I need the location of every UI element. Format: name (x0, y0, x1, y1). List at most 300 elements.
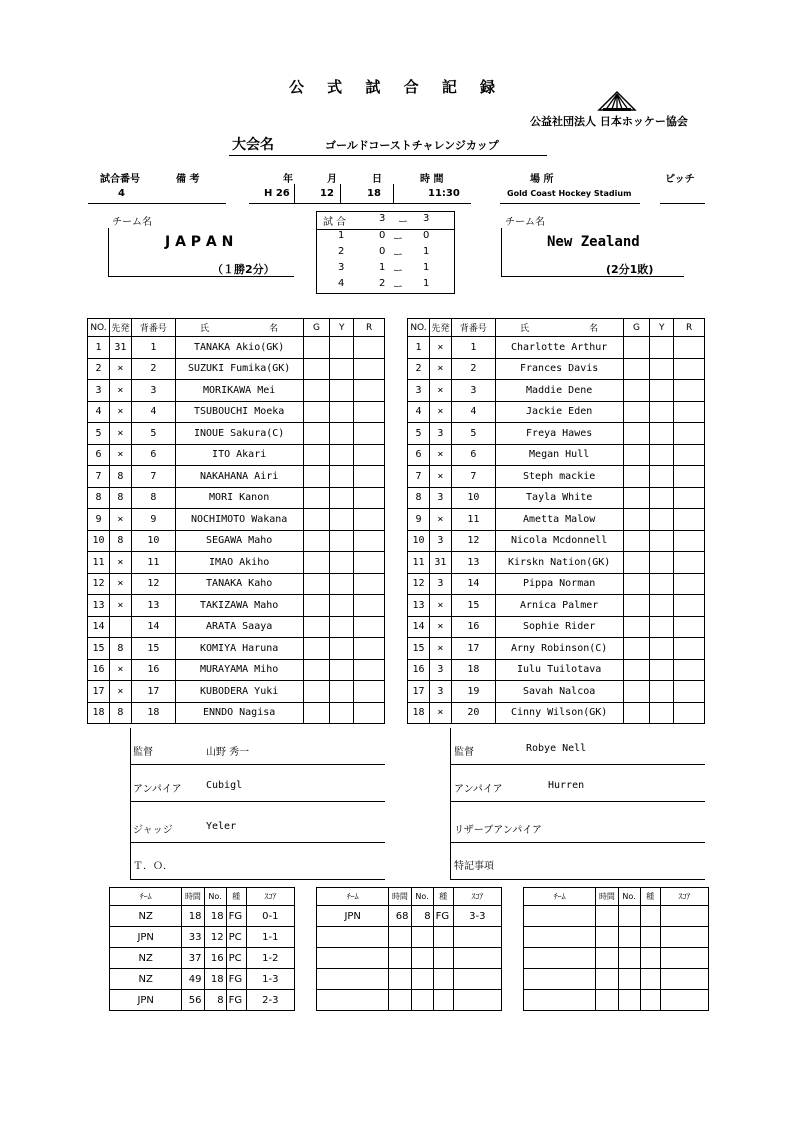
green-card-cell (623, 638, 650, 660)
header-time: 時間 (596, 888, 618, 906)
goal-type (433, 990, 453, 1011)
player-number: 8 (131, 487, 175, 509)
green-card-cell (623, 616, 650, 638)
green-card-cell (623, 595, 650, 617)
table-row (524, 969, 709, 990)
umpire-left-label: アンパイア (133, 784, 182, 795)
player-starter: × (109, 595, 131, 617)
goal-header-row (317, 888, 502, 906)
red-card-cell (674, 337, 705, 359)
red-card-cell (674, 509, 705, 531)
goal-player-no (618, 948, 640, 969)
player-number: 1 (451, 337, 495, 359)
green-card-cell (303, 552, 330, 574)
player-number: 4 (451, 401, 495, 423)
goal-type (433, 948, 453, 969)
yellow-card-cell (330, 638, 354, 660)
red-card-cell (674, 530, 705, 552)
red-card-cell (354, 444, 385, 466)
table-row (88, 466, 385, 488)
player-starter: × (429, 380, 451, 402)
player-row-no: 5 (88, 423, 110, 445)
player-number: 17 (131, 681, 175, 703)
player-name: KUBODERA Yuki (175, 681, 303, 703)
green-card-cell (303, 702, 330, 724)
goal-score (660, 990, 708, 1011)
player-row-no: 12 (408, 573, 430, 595)
goal-team: JPN (110, 927, 182, 948)
yellow-card-cell (330, 466, 354, 488)
goal-score (453, 969, 501, 990)
green-card-cell (623, 337, 650, 359)
player-starter: × (109, 659, 131, 681)
day-value: 18 (367, 188, 381, 199)
player-number: 12 (451, 530, 495, 552)
player-row-no: 16 (408, 659, 430, 681)
red-card-cell (354, 380, 385, 402)
quarter-dash: ー (393, 282, 403, 293)
green-card-cell (623, 552, 650, 574)
player-row-no: 9 (408, 509, 430, 531)
player-number: 6 (451, 444, 495, 466)
table-row (88, 423, 385, 445)
player-number: 13 (451, 552, 495, 574)
goal-score: 2-3 (246, 990, 294, 1011)
header-name-given: 名 (589, 324, 599, 334)
player-row-no: 13 (408, 595, 430, 617)
player-name: ITO Akari (175, 444, 303, 466)
green-card-cell (303, 638, 330, 660)
player-row-no: 7 (408, 466, 430, 488)
player-starter: 3 (429, 573, 451, 595)
player-row-no: 4 (88, 401, 110, 423)
red-card-cell (674, 466, 705, 488)
player-number: 10 (451, 487, 495, 509)
table-row (88, 444, 385, 466)
yellow-card-cell (650, 681, 674, 703)
quarter-away: 1 (423, 278, 430, 289)
quarter-away: 1 (423, 246, 430, 257)
table-row (88, 358, 385, 380)
table-row (408, 401, 705, 423)
red-card-cell (674, 659, 705, 681)
player-row-no: 11 (88, 552, 110, 574)
yellow-card-cell (330, 358, 354, 380)
table-row (110, 927, 295, 948)
red-card-cell (674, 487, 705, 509)
player-name: Kirskn Nation(GK) (495, 552, 623, 574)
header-no: NO. (88, 319, 110, 337)
yellow-card-cell (650, 552, 674, 574)
goal-type (640, 906, 660, 927)
header-team: ﾁｰﾑ (317, 888, 389, 906)
player-name: SEGAWA Maho (175, 530, 303, 552)
match-no-value: 4 (118, 188, 125, 199)
player-starter: × (109, 380, 131, 402)
yellow-card-cell (330, 702, 354, 724)
table-row (408, 702, 705, 724)
judge-label: ジャッジ (133, 825, 173, 836)
goal-team: JPN (110, 990, 182, 1011)
yellow-card-cell (650, 659, 674, 681)
player-number: 14 (451, 573, 495, 595)
player-row-no: 10 (88, 530, 110, 552)
header-name-family: 氏 (200, 324, 210, 334)
goal-time: 18 (182, 906, 204, 927)
player-name: Frances Davis (495, 358, 623, 380)
goal-time (596, 927, 618, 948)
table-row (88, 552, 385, 574)
judge-name: Yeler (206, 821, 237, 832)
table-row (88, 509, 385, 531)
player-starter: 3 (429, 423, 451, 445)
player-number: 16 (451, 616, 495, 638)
goal-table-1 (109, 887, 295, 1011)
header-y: Y (650, 319, 674, 337)
yellow-card-cell (650, 337, 674, 359)
player-row-no: 11 (408, 552, 430, 574)
player-starter: 31 (109, 337, 131, 359)
yellow-card-cell (330, 530, 354, 552)
player-starter: × (109, 681, 131, 703)
quarter-away: 1 (423, 262, 430, 273)
remarks-label: 備 考 (176, 174, 200, 185)
player-starter: 3 (429, 681, 451, 703)
away-roster-table (407, 318, 705, 724)
table-row (408, 423, 705, 445)
table-row (110, 948, 295, 969)
home-roster-table (87, 318, 385, 724)
goal-player-no (411, 927, 433, 948)
quarter-home: 2 (379, 278, 386, 289)
player-number: 11 (131, 552, 175, 574)
player-starter: × (429, 358, 451, 380)
table-row (317, 948, 502, 969)
player-number: 10 (131, 530, 175, 552)
green-card-cell (303, 595, 330, 617)
yellow-card-cell (330, 487, 354, 509)
header-no: No. (411, 888, 433, 906)
player-name: Jackie Eden (495, 401, 623, 423)
yellow-card-cell (330, 552, 354, 574)
player-row-no: 2 (88, 358, 110, 380)
player-number: 2 (451, 358, 495, 380)
goal-player-no: 18 (204, 969, 226, 990)
place-value: Gold Coast Hockey Stadium (507, 189, 632, 198)
goal-type: PC (226, 927, 246, 948)
goal-team (524, 969, 596, 990)
red-card-cell (674, 358, 705, 380)
green-card-cell (303, 466, 330, 488)
year-label: 年 (283, 174, 293, 185)
green-card-cell (623, 358, 650, 380)
table-row (408, 595, 705, 617)
red-card-cell (354, 466, 385, 488)
red-card-cell (674, 595, 705, 617)
player-number: 12 (131, 573, 175, 595)
to-label: Ｔ．Ｏ． (133, 861, 173, 872)
green-card-cell (303, 423, 330, 445)
goal-player-no (411, 948, 433, 969)
goal-player-no: 16 (204, 948, 226, 969)
goal-time (596, 990, 618, 1011)
yellow-card-cell (330, 337, 354, 359)
player-name: TANAKA Kaho (175, 573, 303, 595)
player-row-no: 17 (88, 681, 110, 703)
red-card-cell (354, 702, 385, 724)
goal-type (640, 948, 660, 969)
yellow-card-cell (650, 466, 674, 488)
roster-header-row (408, 319, 705, 337)
home-team-record: （１勝2分） (212, 263, 275, 276)
red-card-cell (354, 423, 385, 445)
month-value: 12 (320, 188, 334, 199)
goal-player-no (618, 927, 640, 948)
red-card-cell (354, 595, 385, 617)
yellow-card-cell (330, 595, 354, 617)
away-team-record: (2分1敗) (606, 263, 654, 276)
quarter-score-box (316, 211, 455, 294)
player-row-no: 14 (408, 616, 430, 638)
table-row (408, 638, 705, 660)
goal-time (389, 948, 411, 969)
goal-time: 33 (182, 927, 204, 948)
green-card-cell (303, 616, 330, 638)
player-name: Maddie Dene (495, 380, 623, 402)
table-row (317, 990, 502, 1011)
home-coach-name: 山野 秀一 (206, 747, 250, 758)
green-card-cell (623, 573, 650, 595)
player-number: 4 (131, 401, 175, 423)
tournament-label: 大会名 (232, 137, 274, 153)
player-number: 3 (131, 380, 175, 402)
player-number: 16 (131, 659, 175, 681)
umpire-left-name: Cubigl (206, 780, 243, 791)
table-row (110, 906, 295, 927)
player-row-no: 4 (408, 401, 430, 423)
yellow-card-cell (330, 423, 354, 445)
green-card-cell (303, 380, 330, 402)
yellow-card-cell (330, 681, 354, 703)
roster-header-row (88, 319, 385, 337)
player-row-no: 1 (408, 337, 430, 359)
green-card-cell (623, 466, 650, 488)
goal-team (524, 990, 596, 1011)
red-card-cell (354, 530, 385, 552)
goal-type: PC (226, 948, 246, 969)
player-name: Freya Hawes (495, 423, 623, 445)
player-name: Pippa Norman (495, 573, 623, 595)
green-card-cell (303, 487, 330, 509)
player-starter: 3 (429, 659, 451, 681)
header-starter: 先発 (429, 319, 451, 337)
player-name: Nicola Mcdonnell (495, 530, 623, 552)
green-card-cell (623, 659, 650, 681)
player-starter: × (429, 595, 451, 617)
player-row-no: 7 (88, 466, 110, 488)
total-dash: ー (398, 217, 408, 228)
player-number: 2 (131, 358, 175, 380)
player-name: TSUBOUCHI Moeka (175, 401, 303, 423)
green-card-cell (623, 702, 650, 724)
quarter-number: 2 (338, 246, 345, 257)
player-starter: × (429, 616, 451, 638)
player-row-no: 9 (88, 509, 110, 531)
header-g: G (623, 319, 650, 337)
table-row (88, 616, 385, 638)
player-row-no: 2 (408, 358, 430, 380)
place-label: 場 所 (530, 174, 554, 185)
away-coach-name: Robye Nell (526, 743, 587, 754)
header-score: ｽｺｱ (246, 888, 294, 906)
table-row (408, 487, 705, 509)
table-row (408, 337, 705, 359)
header-score: ｽｺｱ (660, 888, 708, 906)
player-starter: 3 (429, 530, 451, 552)
table-row (317, 906, 502, 927)
table-row (110, 990, 295, 1011)
table-row (88, 595, 385, 617)
player-name: ENNDO Nagisa (175, 702, 303, 724)
header-no: NO. (408, 319, 430, 337)
goal-player-no: 8 (204, 990, 226, 1011)
header-name-given: 名 (269, 324, 279, 334)
red-card-cell (354, 358, 385, 380)
table-row (408, 552, 705, 574)
player-name: KOMIYA Haruna (175, 638, 303, 660)
yellow-card-cell (650, 573, 674, 595)
player-name: Cinny Wilson(GK) (495, 702, 623, 724)
green-card-cell (303, 358, 330, 380)
goal-score: 3-3 (453, 906, 501, 927)
player-row-no: 8 (408, 487, 430, 509)
table-row (88, 573, 385, 595)
table-row (408, 659, 705, 681)
player-number: 7 (131, 466, 175, 488)
green-card-cell (303, 444, 330, 466)
table-row (524, 906, 709, 927)
green-card-cell (623, 444, 650, 466)
goal-player-no (618, 906, 640, 927)
player-starter: × (109, 423, 131, 445)
goal-player-no: 18 (204, 906, 226, 927)
table-row (408, 444, 705, 466)
goal-time (596, 948, 618, 969)
yellow-card-cell (650, 401, 674, 423)
table-row (317, 969, 502, 990)
goal-team: NZ (110, 906, 182, 927)
away-team-label: チーム名 (505, 217, 545, 228)
player-row-no: 13 (88, 595, 110, 617)
header-type: 種 (433, 888, 453, 906)
away-team-name: New Zealand (547, 234, 640, 250)
player-name: Ametta Malow (495, 509, 623, 531)
goal-type (640, 990, 660, 1011)
player-starter: × (109, 358, 131, 380)
goal-player-no: 8 (411, 906, 433, 927)
table-row (88, 530, 385, 552)
table-row (88, 659, 385, 681)
red-card-cell (674, 702, 705, 724)
goal-score (660, 927, 708, 948)
player-starter: × (109, 444, 131, 466)
yellow-card-cell (650, 638, 674, 660)
goal-team: JPN (317, 906, 389, 927)
player-number: 3 (451, 380, 495, 402)
quarter-home: 0 (379, 230, 386, 241)
home-team-label: チーム名 (112, 217, 152, 228)
player-number: 18 (131, 702, 175, 724)
player-row-no: 3 (408, 380, 430, 402)
goal-team (317, 990, 389, 1011)
player-name: Sophie Rider (495, 616, 623, 638)
red-card-cell (354, 552, 385, 574)
player-name: Steph mackie (495, 466, 623, 488)
player-starter: × (429, 509, 451, 531)
green-card-cell (303, 659, 330, 681)
goal-score: 0-1 (246, 906, 294, 927)
goal-score (453, 927, 501, 948)
umpire-right-name: Hurren (548, 780, 585, 791)
green-card-cell (623, 423, 650, 445)
goal-team (524, 927, 596, 948)
goal-team (317, 927, 389, 948)
table-row (408, 573, 705, 595)
goal-type (640, 927, 660, 948)
goal-type: FG (226, 969, 246, 990)
player-row-no: 1 (88, 337, 110, 359)
association-logo-icon (597, 88, 637, 112)
red-card-cell (354, 616, 385, 638)
player-row-no: 15 (408, 638, 430, 660)
player-number: 17 (451, 638, 495, 660)
green-card-cell (623, 530, 650, 552)
player-starter: × (109, 509, 131, 531)
header-no: No. (618, 888, 640, 906)
header-y: Y (330, 319, 354, 337)
goal-time (389, 927, 411, 948)
player-name: TANAKA Akio(GK) (175, 337, 303, 359)
player-row-no: 6 (408, 444, 430, 466)
player-number: 5 (451, 423, 495, 445)
table-row (110, 969, 295, 990)
goal-type: FG (433, 906, 453, 927)
player-number: 1 (131, 337, 175, 359)
goal-player-no (411, 969, 433, 990)
player-row-no: 15 (88, 638, 110, 660)
total-away: 3 (423, 213, 430, 224)
goal-time (596, 906, 618, 927)
header-type: 種 (226, 888, 246, 906)
red-card-cell (354, 681, 385, 703)
special-notes-label: 特記事項 (454, 861, 494, 872)
goal-player-no (618, 969, 640, 990)
yellow-card-cell (650, 358, 674, 380)
player-number: 5 (131, 423, 175, 445)
green-card-cell (303, 509, 330, 531)
goal-score (453, 948, 501, 969)
green-card-cell (623, 681, 650, 703)
red-card-cell (674, 638, 705, 660)
table-row (408, 466, 705, 488)
tournament-name: ゴールドコーストチャレンジカップ (325, 139, 499, 152)
goal-score (660, 906, 708, 927)
yellow-card-cell (650, 616, 674, 638)
day-label: 日 (372, 174, 382, 185)
goal-team (317, 969, 389, 990)
yellow-card-cell (330, 616, 354, 638)
yellow-card-cell (650, 530, 674, 552)
